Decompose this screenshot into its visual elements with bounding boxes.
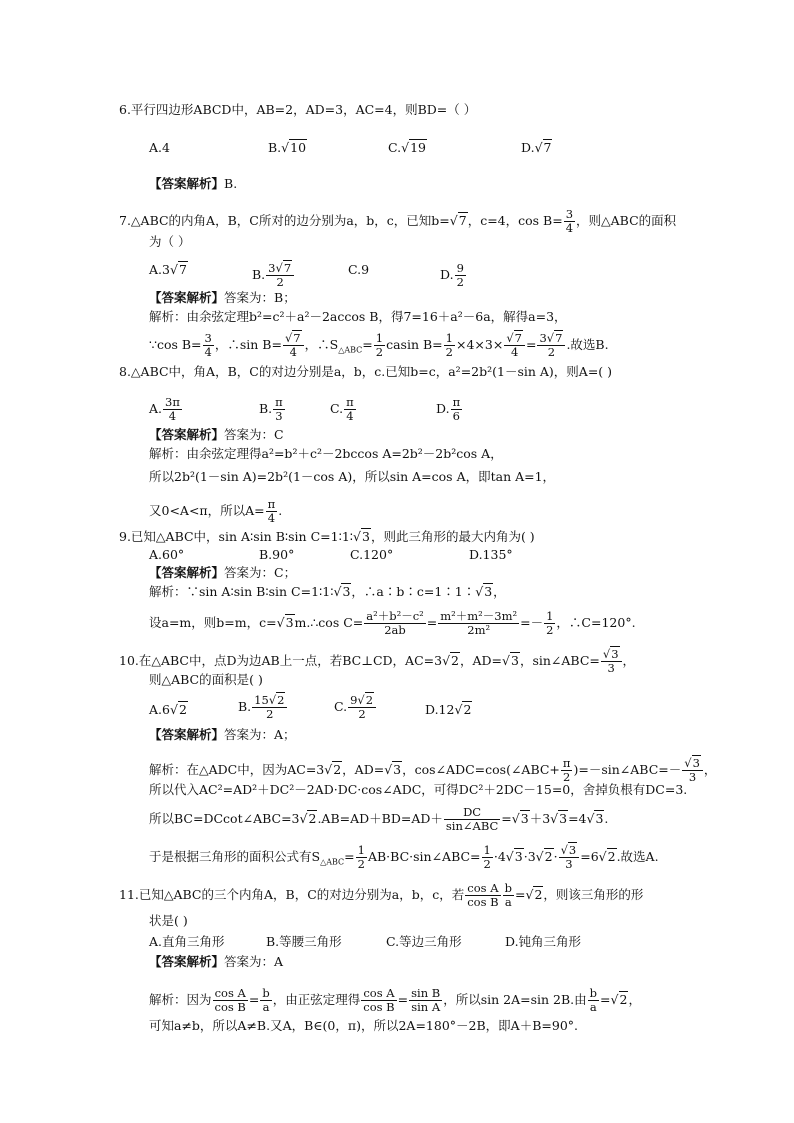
q10-solution-line1: 解析：在△ADC中，因为AC=3√2，AD=√3，cos∠ADC=cos(∠ABC+ $\frac{\pi}{2}$ )=－sin∠ABC=－ $\frac{√3}{3}$ ， [149,756,717,784]
q9-option-c: C.120° [350,547,394,562]
q9-solution-line1: 解析：∵sin A∶sin B∶sin C=1∶1∶√3，∴a∶b∶c=1∶1∶√3， [149,584,506,599]
q10-stem-line2: 则△ABC的面积是( ) [149,672,263,687]
q11-solution-line1: 解析：因为 $\frac{\text{cos A}}{\text{cos B}}$ = $\frac{b}{a}$ ，由正弦定理得 $\frac{\text{cos A}}{\text{cos B}}$ = $\frac{\text{sin B}}{\text{sin A}}$ ，所以sin 2A=sin 2B.由 $\frac{b}{a}$ =√2， [149,986,641,1014]
q7-option-a: A.3√7 [149,262,187,277]
q11-solution-line2: 可知a≠b，所以A≠B.又A，B∈(0，π)，所以2A=180°－2B，即A＋B=90°. [149,1018,578,1033]
q9-solution-line2: 设a=m，则b=m，c=√3m.∴cos C= $\frac{\text{a²＋b²－c²}}{2ab}$ = $\frac{\text{m²＋m²－3m²}}{\text{2m²}}$ =－ $\frac{1}{2}$ ，∴C=120°. [149,609,636,637]
q7-answer: 【答案解析】答案为：B； [149,290,296,305]
q10-option-c: C. $\frac{9√2}{2}$ [334,694,377,721]
q10-stem-line1: 10.在△ABC中，点D为边AB上一点，若BC⊥CD，AC=3√2，AD=√3，sin∠ABC= $\frac{√3}{3}$ ， [119,647,636,675]
q11-option-b: B.等腰三角形 [266,934,342,949]
q7-solution-line1: 解析：由余弦定理b²=c²＋a²－2accos B，得7=16＋a²－6a，解得a=3， [149,309,567,324]
q6-option-a: A.4 [149,140,170,155]
q11-option-d: D.钝角三角形 [505,934,582,949]
q8-answer: 【答案解析】答案为：C [149,427,284,442]
q11-stem-line1: 11.已知△ABC的三个内角A，B，C的对边分别为a，b，c，若 $\frac{\text{cos A}}{\text{cos B}}$ $\frac{b}{a}$ =√2，则该三角形的形 [119,881,644,909]
q8-solution-line3: 又0<A<π，所以A= $\frac{\pi}{4}$ . [149,497,283,525]
q9-option-a: A.60° [149,547,185,562]
q7-option-c: C.9 [348,262,370,277]
q8-solution-line2: 所以2b²(1－sin A)=2b²(1－cos A)，所以sin A=cos A，即tan A=1， [149,469,556,484]
q7-option-d: D. $\frac{9}{2}$ [440,261,464,289]
q8-option-b: B. $\frac{\pi}{3}$ [259,395,283,423]
q11-option-a: A.直角三角形 [149,934,225,949]
q6-option-b: B.√10 [268,140,307,155]
q10-solution-line3: 所以BC=DCcot∠ABC=3√2.AB=AD＋BD=AD＋ $\frac{DC}{\text{sin∠ABC}}$ =√3＋3√3=4√3. [149,805,609,833]
q10-solution-line4: 于是根据三角形的面积公式有$S_{\triangle ABC}=$ $\frac{1}{2}$ AB·BC·sin∠ABC= $\frac{1}{2}$ ·4√3·3√2· $\frac{√3}{3}$ =6√2.故选A. [149,843,659,871]
q8-option-c: C. $\frac{\pi}{4}$ [330,395,354,423]
q10-solution-line2: 所以代入AC²=AD²＋DC²－2AD·DC·cos∠ADC，可得DC²＋2DC－15=0，舍掉负根有DC=3. [149,782,688,797]
q7-stem-line1: 7.△ABC的内角A，B，C所对的边分别为a，b，c，已知b=√7，c=4，cos B= $\frac{3}{4}$ ，则△ABC的面积 [119,207,677,235]
q10-answer: 【答案解析】答案为：A； [149,727,296,742]
q10-option-b: B. $\frac{15√2}{2}$ [238,694,288,721]
q8-option-a: A. $\frac{3\pi}{4}$ [149,395,180,423]
q7-solution-line2: ∵cos B= $\frac{3}{4}$ ，∴sin B= $\frac{√7}{4}$ ，$\therefore S_{\triangle ABC}=$ $\frac{1}{2}$ casin B= $\frac{1}{2}$ ×4×3× $\frac{√7}{4}$ = $\frac{3√7}{2}$ .故选B. [149,331,609,359]
q7-option-b: B. $\frac{3√7}{2}$ [252,262,295,289]
q6-stem: 6.平行四边形ABCD中，AB=2，AD=3，AC=4，则BD=（ ） [119,102,477,117]
q6-option-d: D.√7 [521,140,552,155]
q10-option-a: A.6√2 [149,702,187,717]
q6-answer: 【答案解析】B. [149,176,238,191]
q8-option-d: D. $\frac{\pi}{6}$ [436,395,461,423]
q7-stem-line2: 为（ ） [149,234,191,249]
q9-option-b: B.90° [259,547,295,562]
q10-option-d: D.12√2 [425,702,472,717]
q9-option-d: D.135° [469,547,513,562]
q9-stem: 9.已知△ABC中，sin A∶sin B∶sin C=1∶1∶√3，则此三角形的最大内角为( ) [119,529,535,544]
q8-solution-line1: 解析：由余弦定理得a²=b²＋c²－2bccos A=2b²－2b²cos A， [149,446,503,461]
q8-stem: 8.△ABC中，角A，B，C的对边分别是a，b，c.已知b=c，a²=2b²(1－sin A)，则A=( ) [119,364,613,379]
q9-answer: 【答案解析】答案为：C； [149,565,297,580]
q11-option-c: C.等边三角形 [386,934,462,949]
q11-answer: 【答案解析】答案为：A [149,954,284,969]
q6-option-c: C.√19 [388,140,426,155]
q11-stem-line2: 状是( ) [149,913,188,928]
